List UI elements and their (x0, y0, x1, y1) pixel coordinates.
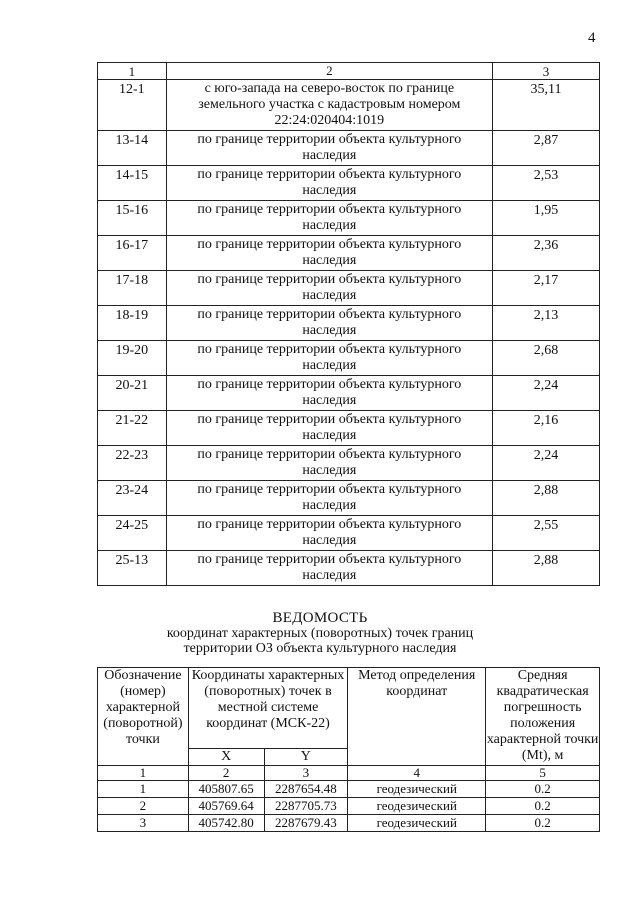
length-cell: 2,53 (493, 166, 600, 201)
header-error: Средняя квадратическая погрешность положения характерной точки (Mt), м (486, 668, 600, 766)
length-cell: 1,95 (493, 201, 600, 236)
y-cell: 2287705.73 (264, 798, 348, 815)
header-col-1: 1 (98, 63, 167, 80)
description-cell: по границе территории объекта культурного наследия (166, 446, 492, 481)
table-row (98, 236, 600, 271)
segment-cell: 14-15 (98, 166, 167, 201)
header-method: Метод определения координат (348, 668, 486, 766)
column-number: 5 (486, 766, 600, 781)
table-row (98, 80, 600, 131)
header-coordinates: Координаты характерных (поворотных) точек в местной системе координат (МСК-22) (188, 668, 347, 749)
column-number: 4 (348, 766, 486, 781)
description-cell: по границе территории объекта культурного наследия (166, 306, 492, 341)
description-cell: по границе территории объекта культурного наследия (166, 166, 492, 201)
table-row (98, 341, 600, 376)
error-cell: 0.2 (486, 815, 600, 832)
table-row (98, 376, 600, 411)
length-cell: 2,16 (493, 411, 600, 446)
page-number: 4 (588, 30, 596, 46)
description-cell: по границе территории объекта культурного наследия (166, 271, 492, 306)
table-header-row (98, 63, 600, 80)
x-cell: 405769.64 (188, 798, 264, 815)
method-cell: геодезический (348, 815, 486, 832)
length-cell: 2,87 (493, 131, 600, 166)
segment-cell: 16-17 (98, 236, 167, 271)
column-number: 3 (264, 766, 348, 781)
segment-cell: 13-14 (98, 131, 167, 166)
column-number: 2 (188, 766, 264, 781)
x-cell: 405807.65 (188, 781, 264, 798)
segment-cell: 25-13 (98, 551, 167, 586)
length-cell: 2,24 (493, 446, 600, 481)
y-cell: 2287654.48 (264, 781, 348, 798)
segment-cell: 20-21 (98, 376, 167, 411)
description-cell: по границе территории объекта культурного наследия (166, 481, 492, 516)
length-cell: 2,88 (493, 481, 600, 516)
segment-cell: 24-25 (98, 516, 167, 551)
segment-cell: 19-20 (98, 341, 167, 376)
table-row (98, 781, 600, 798)
table-row (98, 411, 600, 446)
segment-cell: 17-18 (98, 271, 167, 306)
statement-subtitle-line-1: координат характерных (поворотных) точек границ (166, 626, 474, 641)
description-cell: по границе территории объекта культурного наследия (166, 236, 492, 271)
description-cell: с юго-запада на северо-восток по границе земельного участка с кадастровым номером 22:24:020404:1019 (166, 80, 492, 131)
x-cell: 405742.80 (188, 815, 264, 832)
description-cell: по границе территории объекта культурного наследия (166, 341, 492, 376)
header-y: Y (264, 749, 348, 766)
point-cell: 1 (98, 781, 189, 798)
length-cell: 2,24 (493, 376, 600, 411)
point-cell: 3 (98, 815, 189, 832)
table-row (98, 131, 600, 166)
table-row (98, 166, 600, 201)
segment-cell: 21-22 (98, 411, 167, 446)
description-cell: по границе территории объекта культурного наследия (166, 516, 492, 551)
coordinates-table (97, 667, 600, 832)
length-cell: 2,88 (493, 551, 600, 586)
length-cell: 35,11 (493, 80, 600, 131)
statement-subtitle-line-2: территории ОЗ объекта культурного наследия (183, 641, 457, 656)
point-cell: 2 (98, 798, 189, 815)
table-row (98, 306, 600, 341)
table-row (98, 481, 600, 516)
header-col-3: 3 (493, 63, 600, 80)
header-col-2: 2 (166, 63, 492, 80)
description-cell: по границе территории объекта культурного наследия (166, 201, 492, 236)
segment-cell: 22-23 (98, 446, 167, 481)
table-row (98, 798, 600, 815)
method-cell: геодезический (348, 798, 486, 815)
length-cell: 2,36 (493, 236, 600, 271)
length-cell: 2,55 (493, 516, 600, 551)
error-cell: 0.2 (486, 798, 600, 815)
statement-title: ВЕДОМОСТЬ (272, 610, 368, 626)
segment-cell: 23-24 (98, 481, 167, 516)
table-row (98, 446, 600, 481)
table-row (98, 551, 600, 586)
header-point-designation: Обозначение (номер) характерной (поворотной) точки (98, 668, 189, 766)
segment-cell: 12-1 (98, 80, 167, 131)
segment-cell: 15-16 (98, 201, 167, 236)
column-number-row (98, 766, 600, 781)
description-cell: по границе территории объекта культурного наследия (166, 131, 492, 166)
table-row (98, 516, 600, 551)
table-row (98, 815, 600, 832)
description-cell: по границе территории объекта культурного наследия (166, 376, 492, 411)
table-row (98, 271, 600, 306)
method-cell: геодезический (348, 781, 486, 798)
segment-cell: 18-19 (98, 306, 167, 341)
description-cell: по границе территории объекта культурного наследия (166, 551, 492, 586)
table-row (98, 201, 600, 236)
y-cell: 2287679.43 (264, 815, 348, 832)
coordinates-header-row (98, 668, 600, 749)
length-cell: 2,17 (493, 271, 600, 306)
description-cell: по границе территории объекта культурного наследия (166, 411, 492, 446)
length-cell: 2,13 (493, 306, 600, 341)
error-cell: 0.2 (486, 781, 600, 798)
boundary-segments-table (97, 62, 600, 586)
length-cell: 2,68 (493, 341, 600, 376)
column-number: 1 (98, 766, 189, 781)
header-x: X (188, 749, 264, 766)
